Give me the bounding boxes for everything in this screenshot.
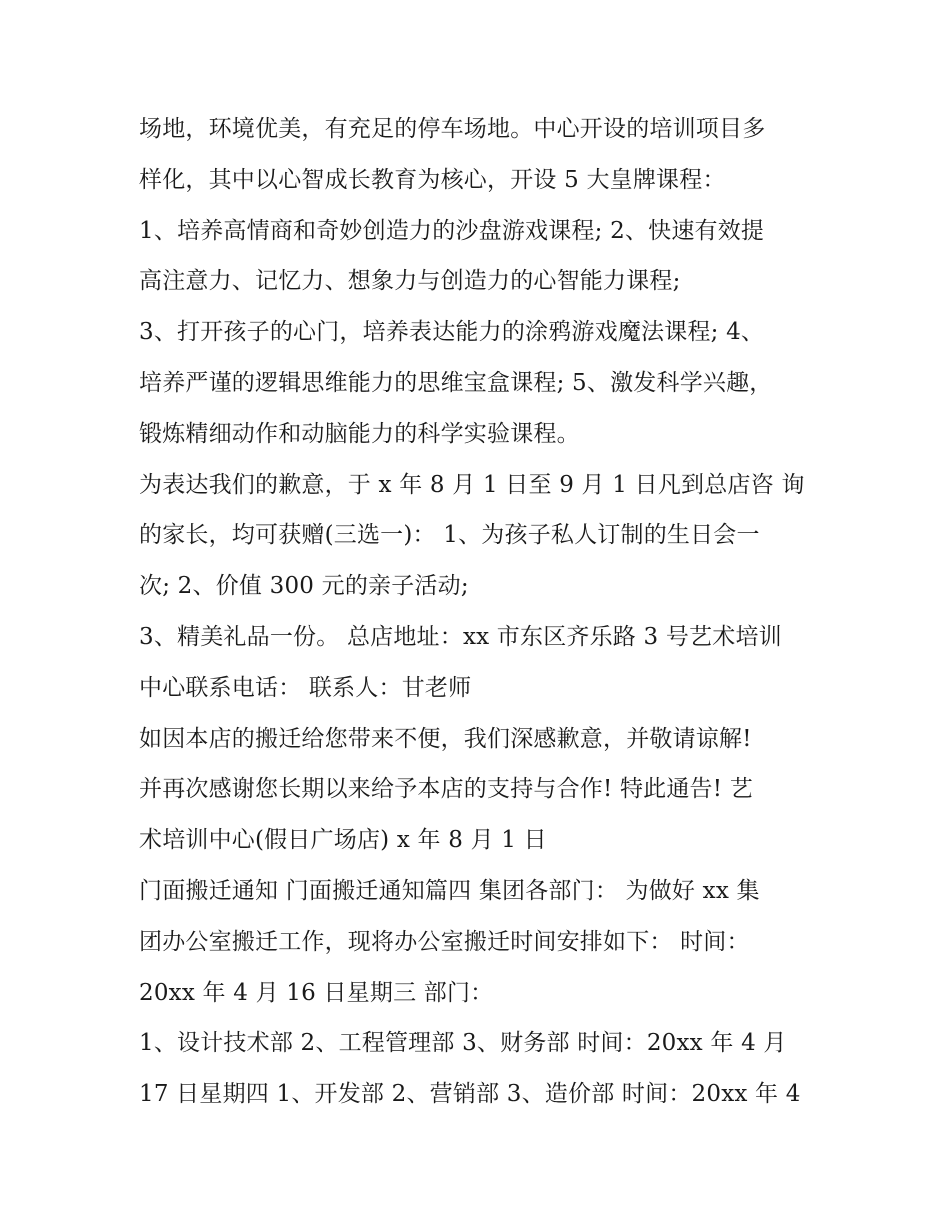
text-line: 次; 2、价值 300 元的亲子活动; — [139, 573, 469, 600]
text-line: 术培训中心(假日广场店) x 年 8 月 1 日 — [139, 827, 547, 854]
text-line: 样化，其中以心智成长教育为核心，开设 5 大皇牌课程： — [139, 166, 726, 193]
text-line: 团办公室搬迁工作，现将办公室搬迁时间安排如下： 时间： — [139, 928, 750, 955]
text-line: 场地，环境优美，有充足的停车场地。中心开设的培训项目多 — [139, 116, 766, 142]
text-line: 1、培养高情商和奇妙创造力的沙盘游戏课程; 2、快速有效提 — [139, 217, 765, 244]
text-line: 3、打开孩子的心门，培养表达能力的涂鸦游戏魔法课程; 4、 — [139, 319, 765, 346]
text-line: 如因本店的搬迁给您带来不便，我们深感歉意，并敬请谅解! — [139, 725, 752, 752]
text-line: 并再次感谢您长期以来给予本店的支持与合作! 特此通告! 艺 — [139, 776, 753, 803]
text-line: 培养严谨的逻辑思维能力的思维宝盒课程; 5、激发科学兴趣， — [139, 369, 773, 396]
text-line: 为表达我们的歉意，于 x 年 8 月 1 日至 9 月 1 日凡到总店咨 询 — [139, 471, 805, 498]
text-line: 20xx 年 4 月 16 日星期三 部门： — [139, 979, 494, 1006]
text-line: 门面搬迁通知 门面搬迁通知篇四 集团各部门： 为做好 xx 集 — [139, 877, 760, 904]
text-line: 的家长，均可获赠(三选一)： 1、为孩子私人订制的生日会一 — [139, 522, 760, 549]
text-line: 中心联系电话： 联系人：甘老师 — [139, 674, 472, 701]
document-body — [139, 104, 829, 1120]
text-line: 1、设计技术部 2、工程管理部 3、财务部 时间：20xx 年 4 月 — [139, 1030, 787, 1057]
text-line: 3、精美礼品一份。 总店地址：xx 市东区齐乐路 3 号艺术培训 — [139, 623, 782, 650]
text-line: 锻炼精细动作和动脑能力的科学实验课程。 — [139, 420, 580, 447]
text-line: 17 日星期四 1、开发部 2、营销部 3、造价部 时间：20xx 年 4 — [139, 1081, 801, 1108]
text-line: 高注意力、记忆力、想象力与创造力的心智能力课程; — [139, 268, 681, 295]
